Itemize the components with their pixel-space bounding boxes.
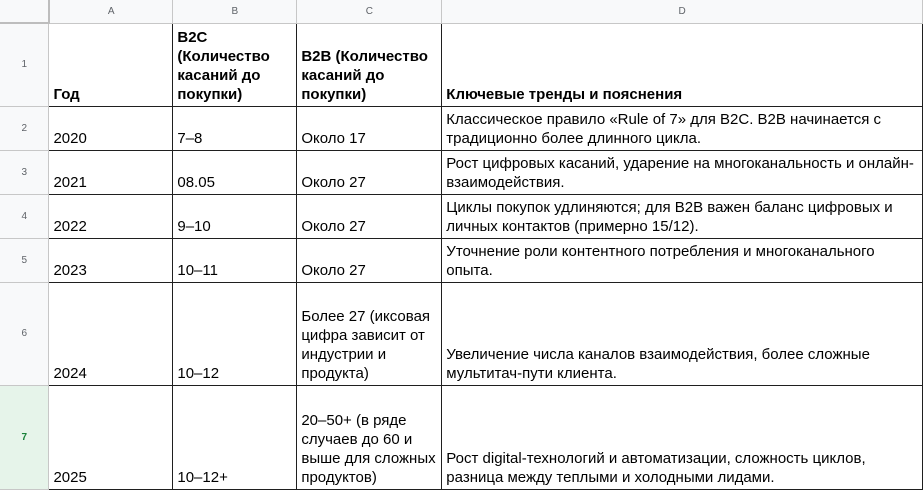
column-header-a[interactable]: A bbox=[49, 0, 173, 23]
cell-d3[interactable]: Рост цифровых касаний, ударение на многоканальность и онлайн-взаимодействия. bbox=[442, 150, 923, 194]
cell-b5[interactable]: 10–11 bbox=[173, 238, 297, 282]
column-header-d[interactable]: D bbox=[442, 0, 923, 23]
column-header-c[interactable]: C bbox=[297, 0, 442, 23]
cell-a6[interactable]: 2024 bbox=[49, 282, 173, 385]
cell-c2[interactable]: Около 17 bbox=[297, 106, 442, 150]
cell-d2[interactable]: Классическое правило «Rule of 7» для B2C. B2B начинается с традиционно более длинного цикла. bbox=[442, 106, 923, 150]
cell-a7[interactable]: 2025 bbox=[49, 385, 173, 489]
row-header-6[interactable]: 6 bbox=[0, 282, 49, 385]
cell-b6[interactable]: 10–12 bbox=[173, 282, 297, 385]
cell-b7[interactable]: 10–12+ bbox=[173, 385, 297, 489]
cell-c4[interactable]: Около 27 bbox=[297, 194, 442, 238]
row-header-7[interactable]: 7 bbox=[0, 385, 49, 489]
cell-a3[interactable]: 2021 bbox=[49, 150, 173, 194]
cell-d1[interactable]: Ключевые тренды и пояснения bbox=[442, 23, 923, 106]
cell-d6[interactable]: Увеличение числа каналов взаимодействия, более сложные мультитач-пути клиента. bbox=[442, 282, 923, 385]
cell-a2[interactable]: 2020 bbox=[49, 106, 173, 150]
cell-c5[interactable]: Около 27 bbox=[297, 238, 442, 282]
row-header-5[interactable]: 5 bbox=[0, 238, 49, 282]
column-header-b[interactable]: B bbox=[173, 0, 297, 23]
cell-a1[interactable]: Год bbox=[49, 23, 173, 106]
cell-d7[interactable]: Рост digital-технологий и автоматизации, сложность циклов, разница между теплыми и холодными лидами. bbox=[442, 385, 923, 489]
row-header-2[interactable]: 2 bbox=[0, 106, 49, 150]
select-all-corner[interactable] bbox=[0, 0, 49, 23]
row-header-4[interactable]: 4 bbox=[0, 194, 49, 238]
row-header-1[interactable]: 1 bbox=[0, 23, 49, 106]
cell-b3[interactable]: 08.05 bbox=[173, 150, 297, 194]
cell-d5[interactable]: Уточнение роли контентного потребления и многоканального опыта. bbox=[442, 238, 923, 282]
row-header-3[interactable]: 3 bbox=[0, 150, 49, 194]
cell-a4[interactable]: 2022 bbox=[49, 194, 173, 238]
cell-a5[interactable]: 2023 bbox=[49, 238, 173, 282]
cell-c3[interactable]: Около 27 bbox=[297, 150, 442, 194]
cell-b4[interactable]: 9–10 bbox=[173, 194, 297, 238]
cell-c7[interactable]: 20–50+ (в ряде случаев до 60 и выше для сложных продуктов) bbox=[297, 385, 442, 489]
cell-b2[interactable]: 7–8 bbox=[173, 106, 297, 150]
cell-d4[interactable]: Циклы покупок удлиняются; для B2B важен баланс цифровых и личных контактов (примерно 15/12). bbox=[442, 194, 923, 238]
cell-b1[interactable]: B2C (Количество касаний до покупки) bbox=[173, 23, 297, 106]
cell-c6[interactable]: Более 27 (иксовая цифра зависит от индустрии и продукта) bbox=[297, 282, 442, 385]
cell-c1[interactable]: B2B (Количество касаний до покупки) bbox=[297, 23, 442, 106]
